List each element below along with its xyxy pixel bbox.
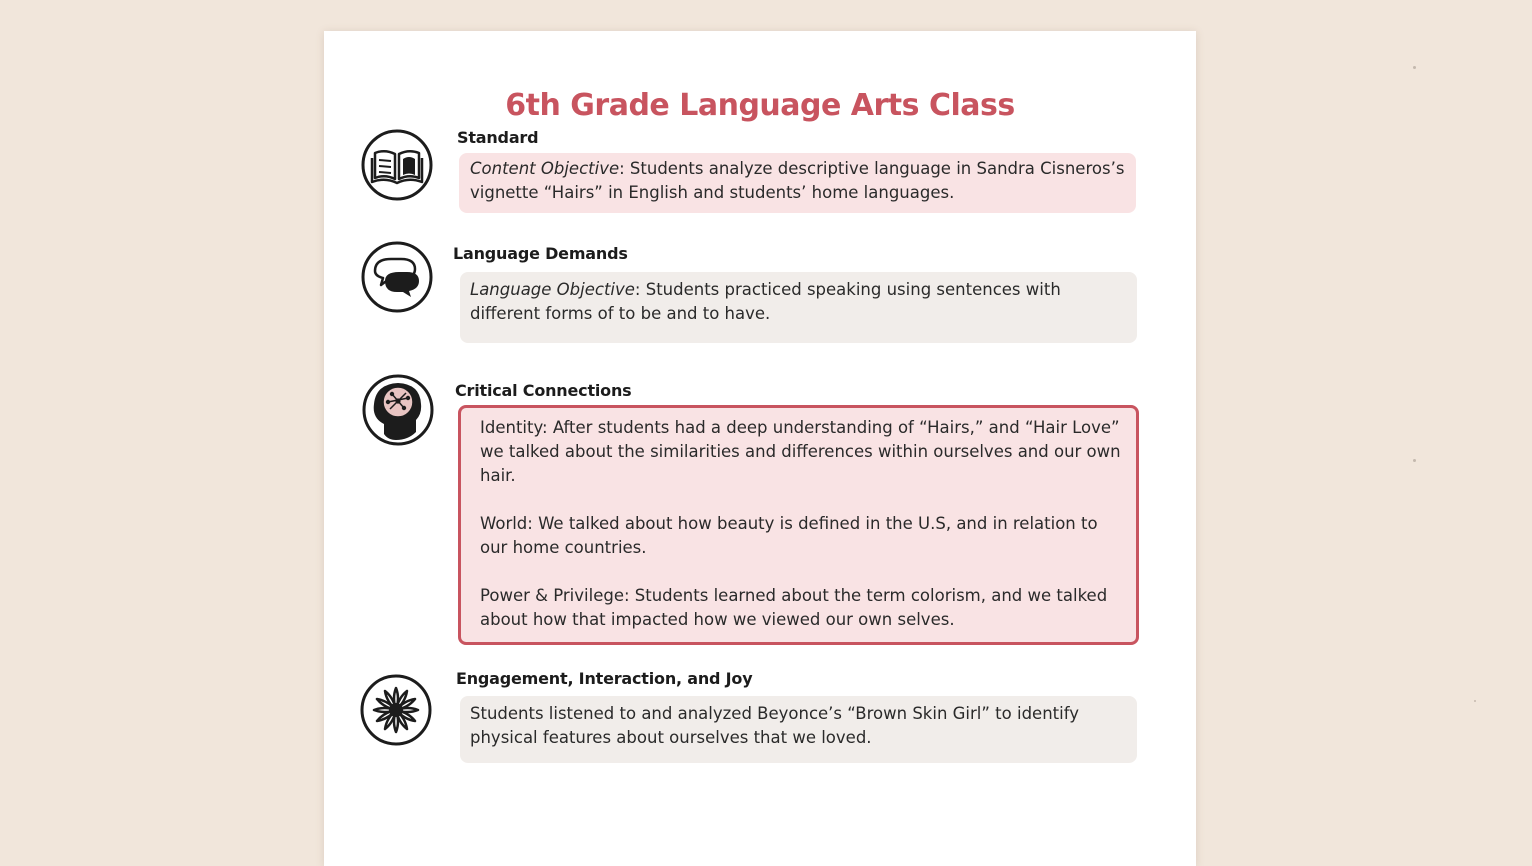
world-paragraph: World: We talked about how beauty is defined in the U.S, and in relation to our home countries. xyxy=(480,514,1098,557)
background-speck xyxy=(1474,700,1476,702)
open-book-icon xyxy=(361,129,433,201)
background-speck xyxy=(1413,459,1416,462)
speech-bubbles-icon xyxy=(361,241,433,313)
content-objective-label: Content Objective xyxy=(470,159,620,178)
background-speck xyxy=(1413,66,1416,69)
language-objective-body: : Students practiced speaking using sentences with different forms of to be and to have. xyxy=(470,280,1061,323)
language-objective-text xyxy=(470,278,1127,326)
language-objective-label: Language Objective xyxy=(470,280,635,299)
section-heading-language-demands: Language Demands xyxy=(453,244,628,263)
engagement-text: Students listened to and analyzed Beyonce’s “Brown Skin Girl” to identify physical features about ourselves that we loved. xyxy=(470,704,1079,747)
head-network-icon xyxy=(362,374,434,446)
engagement-box xyxy=(460,696,1137,763)
flower-icon xyxy=(360,674,432,746)
section-heading-engagement: Engagement, Interaction, and Joy xyxy=(456,669,753,688)
page-title: 6th Grade Language Arts Class xyxy=(505,88,1015,123)
document-page xyxy=(324,31,1196,866)
content-objective-box xyxy=(459,153,1136,213)
critical-connections-box xyxy=(458,405,1139,645)
content-objective-text xyxy=(470,157,1125,205)
content-objective-body: : Students analyze descriptive language in Sandra Cisneros’s vignette “Hairs” in English and students’ home languages. xyxy=(470,159,1125,202)
power-privilege-paragraph: Power & Privilege: Students learned about the term colorism, and we talked about how that impacted how we viewed our own selves. xyxy=(480,586,1108,629)
section-heading-critical-connections: Critical Connections xyxy=(455,381,632,400)
language-objective-box xyxy=(460,272,1137,343)
identity-paragraph: Identity: After students had a deep understanding of “Hairs,” and “Hair Love” we talked about the similarities and differences within ourselves and our own hair. xyxy=(480,418,1121,485)
section-heading-standard: Standard xyxy=(457,128,539,147)
